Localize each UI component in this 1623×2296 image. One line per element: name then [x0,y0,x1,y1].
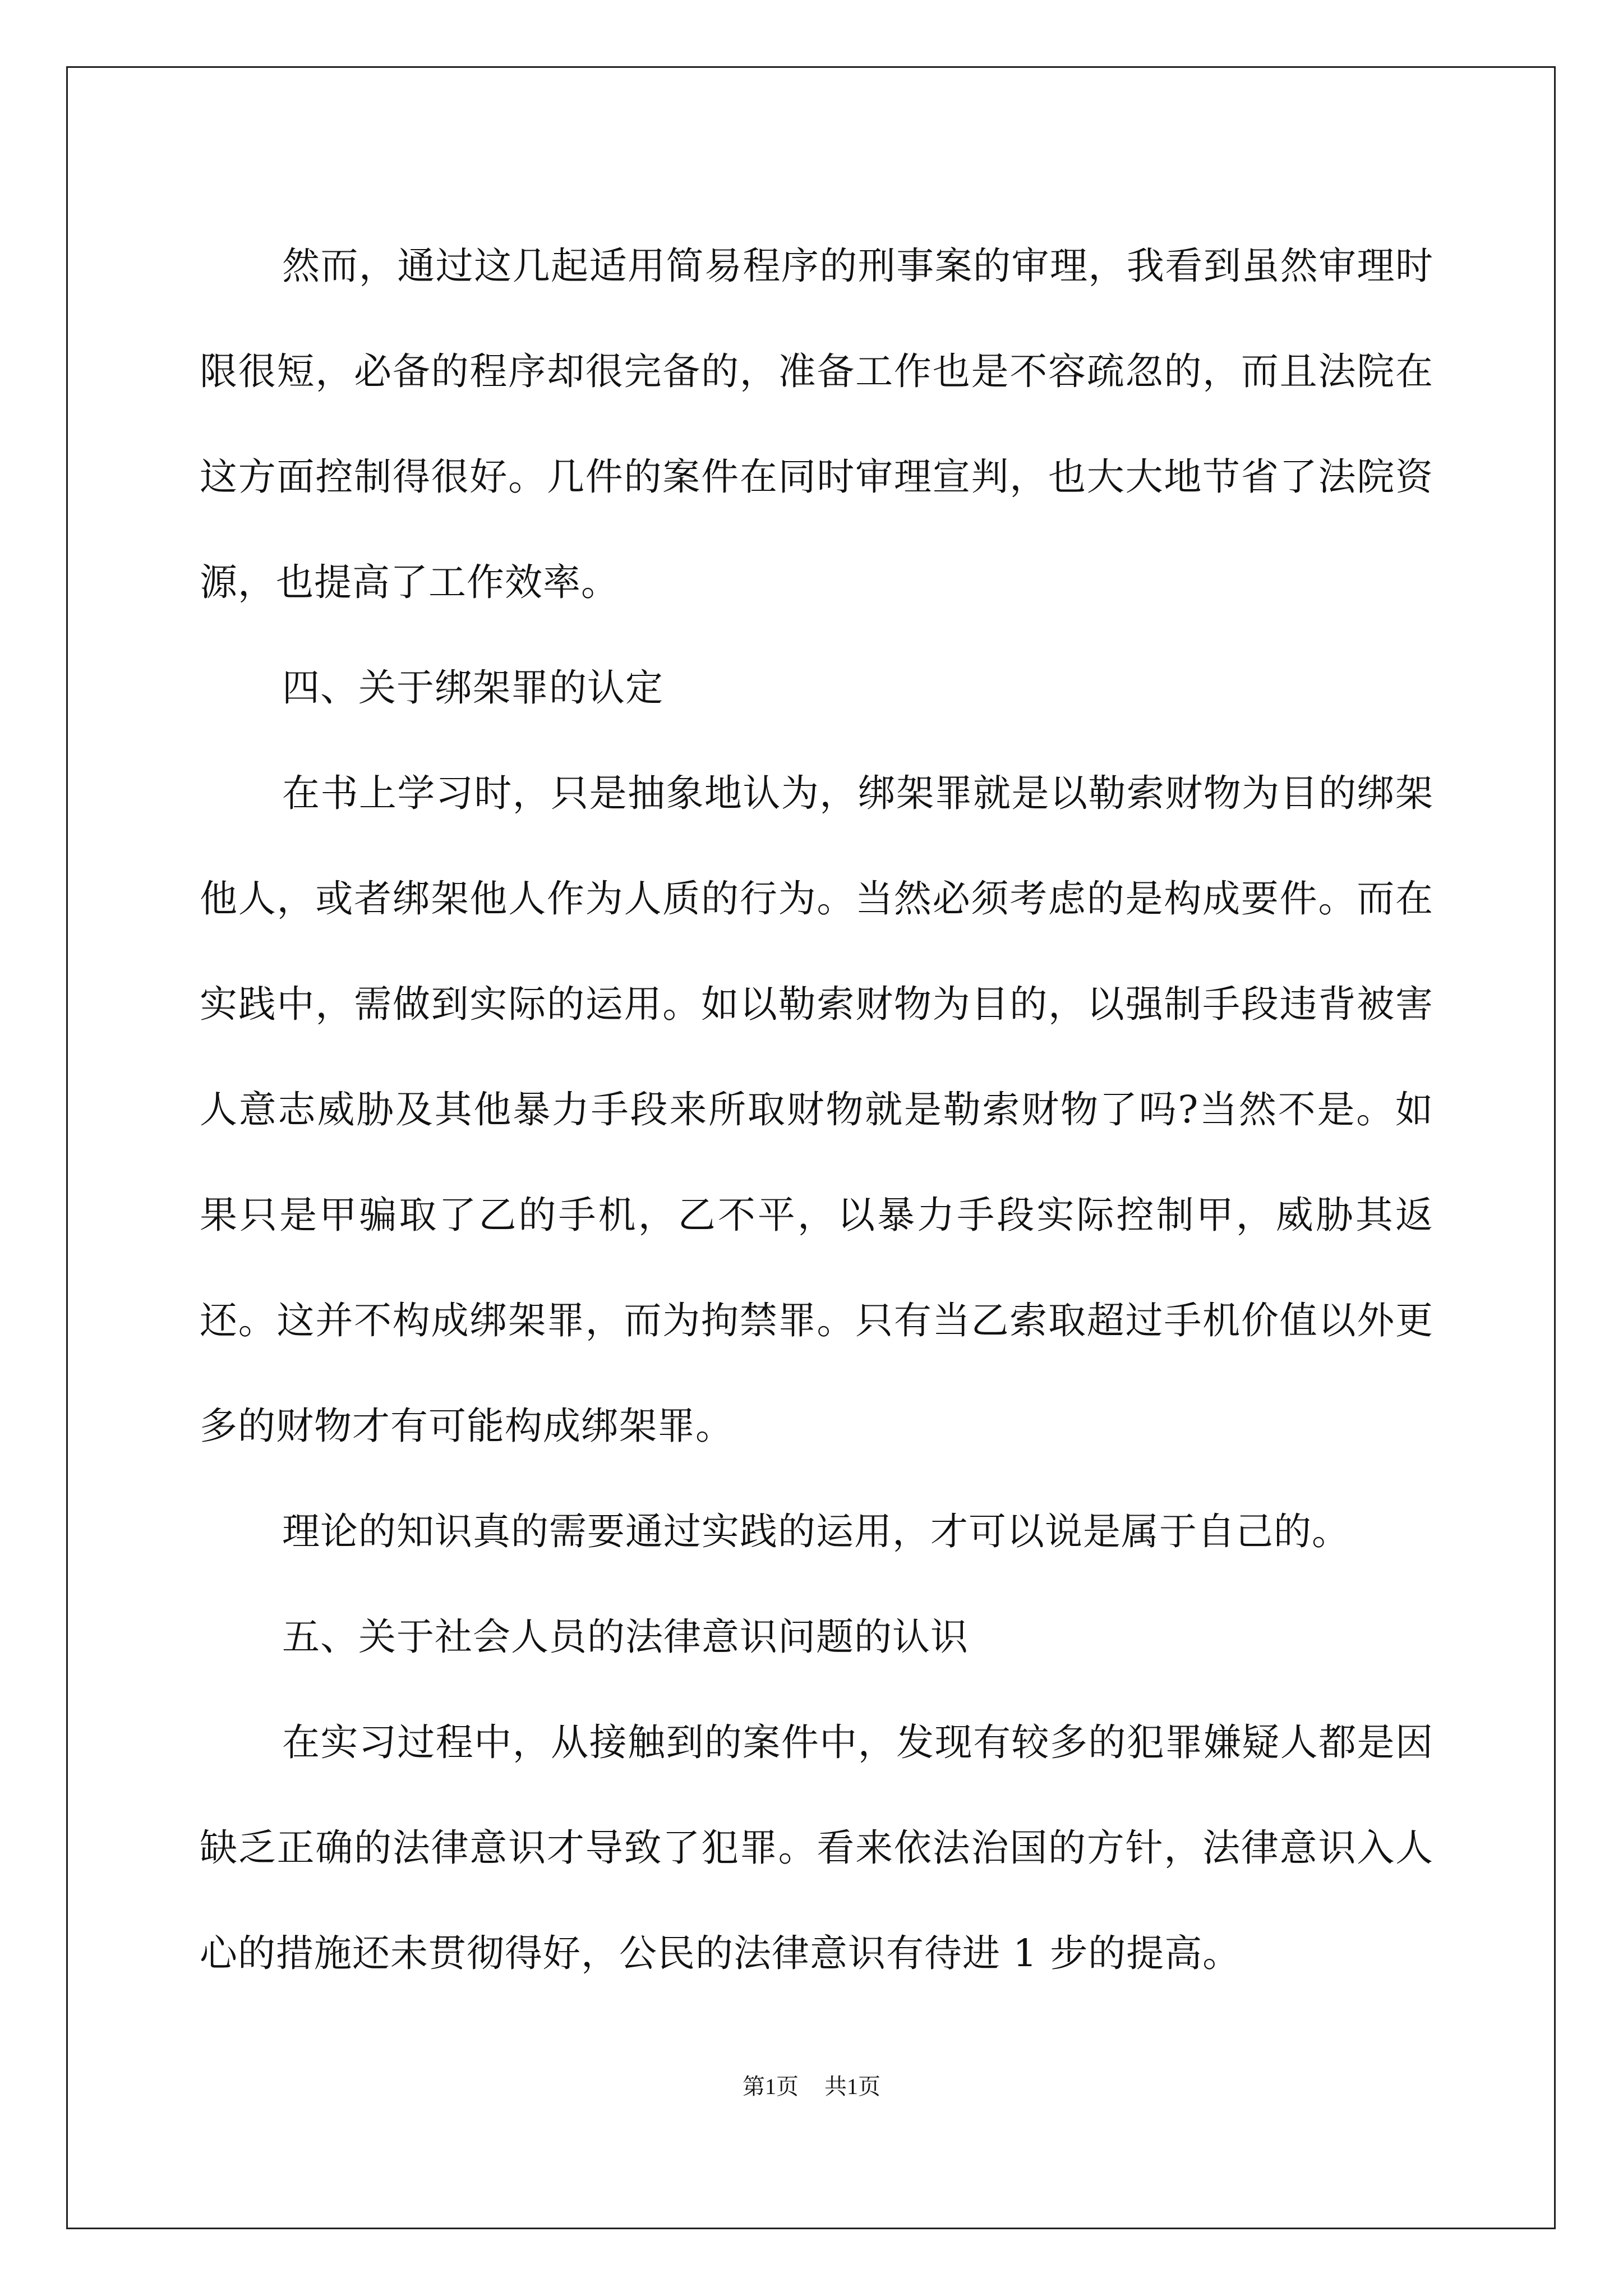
paragraph-3: 理论的知识真的需要通过实践的运用，才可以说是属于自己的。 [282,1510,1350,1553]
paragraph-4: 在实习过程中，从接触到的案件中，发现有较多的犯罪嫌疑人都是因缺乏正确的法律意识才导致了犯罪。看来依法治国的方针，法律意识入人心的措施还未贯彻得好，公民的法律意识有待进 1 步的提高。 [200,1720,1433,1975]
page-total: 共1页 [824,2074,880,2099]
paragraph-2: 在书上学习时，只是抽象地认为，绑架罪就是以勒索财物为目的绑架他人，或者绑架他人作为人质的行为。当然必须考虑的是构成要件。而在实践中，需做到实际的运用。如以勒索财物为目的，以强制手段违背被害人意志威胁及其他暴力手段来所取财物就是勒索财物了吗?当然不是。如果只是甲骗取了乙的手机，乙不平，以暴力手段实际控制甲，威胁其返还。这并不构成绑架罪，而为拘禁罪。只有当乙索取超过手机价值以外更多的财物才有可能构成绑架罪。 [200,771,1433,1448]
paragraph-1: 然而，通过这几起适用简易程序的刑事案的审理，我看到虽然审理时限很短，必备的程序却很完备的，准备工作也是不容疏忽的，而且法院在这方面控制得很好。几件的案件在同时审理宣判，也大大地节省了法院资源，也提高了工作效率。 [200,244,1433,604]
document-body [200,213,1433,2006]
section-heading-4: 四、关于绑架罪的认定 [282,666,663,710]
page-footer [0,2070,1623,2104]
section-heading-5: 五、关于社会人员的法律意识问题的认识 [282,1615,969,1659]
page-number: 第1页 [743,2074,799,2099]
